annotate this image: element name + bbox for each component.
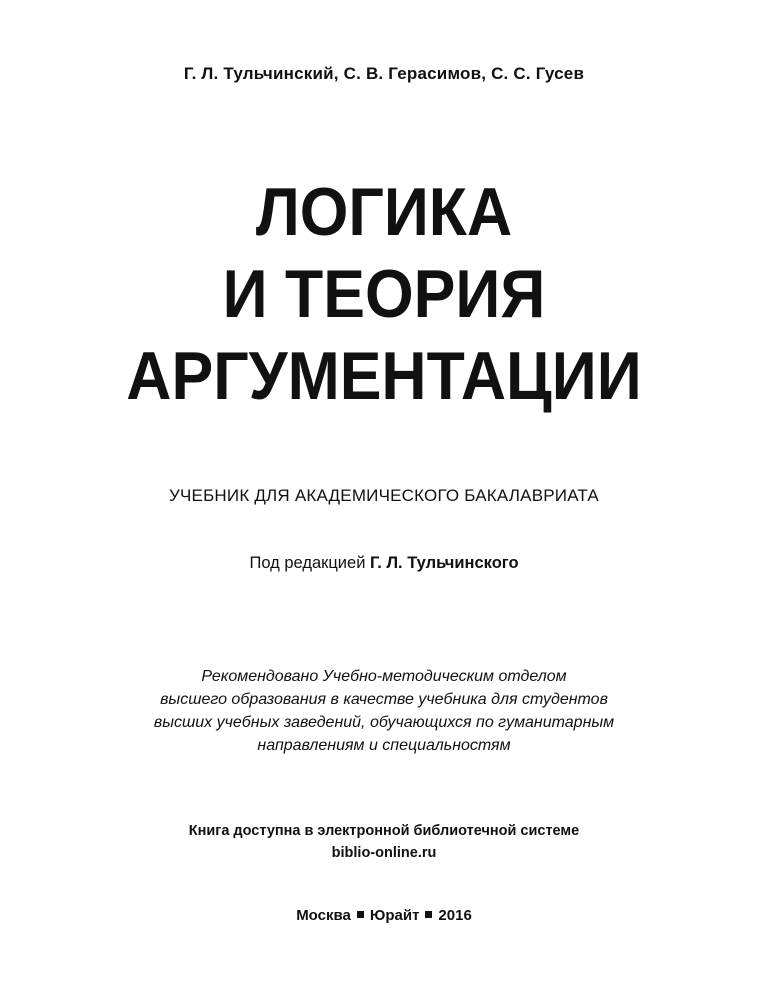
editor-line	[0, 554, 768, 573]
recommendation-note	[0, 665, 768, 757]
square-separator-icon	[357, 911, 364, 918]
authors: Г. Л. Тульчинский, С. В. Герасимов, С. С. Гусев	[183, 64, 585, 83]
square-separator-icon	[425, 911, 432, 918]
book-title-line-2: И ТЕОРИЯ	[222, 256, 546, 332]
imprint	[0, 907, 768, 924]
recommendation-line-3: высших учебных заведений, обучающихся по гуманитарным	[153, 714, 615, 731]
library-url: biblio-online.ru	[331, 845, 437, 861]
editor-name: Г. Л. Тульчинского	[370, 554, 519, 572]
library-note	[0, 820, 768, 864]
library-line-1: Книга доступна в электронной библиотечной системе	[188, 823, 580, 839]
imprint-year: 2016	[438, 907, 472, 924]
imprint-city: Москва	[296, 907, 351, 924]
book-title-line-3: АРГУМЕНТАЦИИ	[126, 338, 642, 414]
recommendation-line-2: высшего образования в качестве учебника для студентов	[160, 691, 608, 708]
book-title-line-1: ЛОГИКА	[255, 174, 513, 250]
recommendation-line-4: направлениям и специальностям	[257, 737, 511, 754]
book-subtitle: УЧЕБНИК ДЛЯ АКАДЕМИЧЕСКОГО БАКАЛАВРИАТА	[169, 486, 599, 505]
imprint-publisher: Юрайт	[369, 907, 420, 924]
editor-prefix: Под редакцией	[249, 554, 366, 572]
recommendation-line-1: Рекомендовано Учебно-методическим отделом	[201, 668, 567, 685]
